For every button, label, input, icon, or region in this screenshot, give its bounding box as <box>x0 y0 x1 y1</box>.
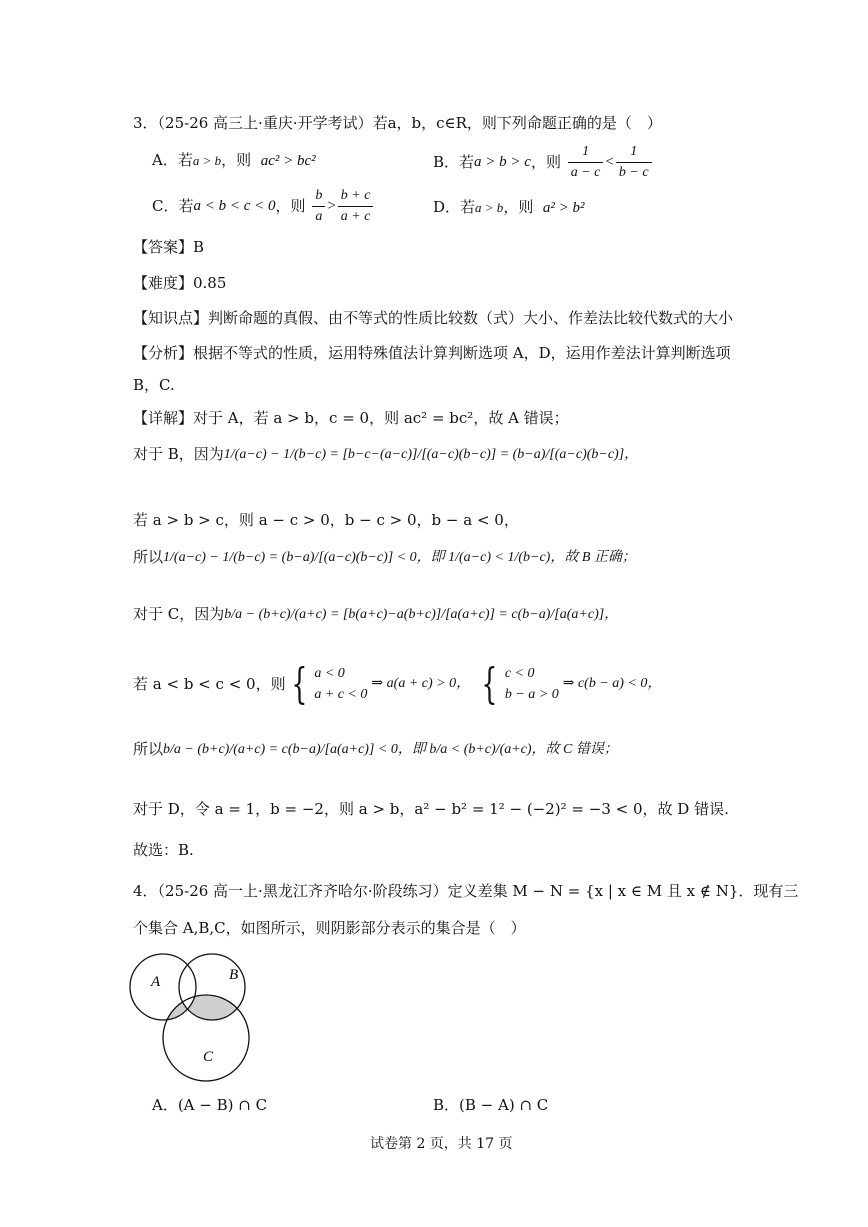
q3-knowledge: 【知识点】判断命题的真假、由不等式的性质比较数（式）大小、作差法比较代数式的大小 <box>133 309 734 327</box>
detail-b-conclusion-eq: 1/(a−c) − 1/(b−c) = (b−a)/[(a−c)(b−c)] < 0，即 1/(a−c) < 1/(b−c)，故 B 正确； <box>163 549 636 565</box>
q4-option-b: B．(B − A) ∩ C <box>433 1096 549 1114</box>
q3-option-d <box>433 200 585 216</box>
venn-label-a: A <box>151 974 161 990</box>
opt-c-mid: ，则 <box>275 197 306 216</box>
detail-c-if: 若 a < b < c < 0，则 <box>133 674 286 693</box>
detail-c-so: 所以 <box>133 740 164 758</box>
system-1: { a < 0 a + c < 0 <box>290 659 368 708</box>
opt-b-mid: ，则 <box>530 153 561 172</box>
detail-b-so: 所以 <box>133 548 164 566</box>
q3-analysis-line2: B，C. <box>133 376 175 394</box>
detail-b-prefix: 对于 B，因为 <box>133 445 224 463</box>
opt-d-result: a² > b² <box>542 200 585 216</box>
q3-detail-c-condition <box>133 659 662 708</box>
q3-option-b <box>433 144 654 181</box>
detail-c-prefix: 对于 C，因为 <box>133 605 225 623</box>
q3-choose: 故选：B. <box>133 841 194 859</box>
detail-b-equation: 1/(a−c) − 1/(b−c) = [b−c−(a−c)]/[(a−c)(b−c)] = (b−a)/[(a−c)(b−c)]， <box>223 446 639 462</box>
venn-diagram <box>126 946 266 1086</box>
q3-title: 3．（25-26 高三上·重庆·开学考试）若a，b，c∈R，则下列命题正确的是（ ） <box>133 114 662 132</box>
opt-c-cond: a < b < c < 0 <box>193 198 276 215</box>
circle-a <box>130 954 196 1020</box>
q3-detail-a: 【详解】对于 A，若 a > b，c = 0，则 ac² = bc²，故 A 错误； <box>133 409 569 427</box>
q3-detail-b-condition: 若 a > b > c，则 a − c > 0，b − c > 0，b − a < 0， <box>133 511 519 529</box>
system-1-result: ⇒ a(a + c) > 0， <box>371 676 471 691</box>
venn-label-b: B <box>229 967 239 983</box>
q4-title-line1: 4．（25-26 高一上·黑龙江齐齐哈尔·阶段练习）定义差集 M − N = {x | x ∈ M 且 x ∉ N}．现有三 <box>133 882 799 900</box>
q3-answer: 【答案】B <box>133 238 205 256</box>
opt-c-frac1: $\frac{b}{a}$ <box>312 188 325 225</box>
opt-c-rel: > <box>327 198 336 215</box>
q4-option-a: A．(A − B) ∩ C <box>152 1096 268 1114</box>
q3-detail-b-conclusion <box>133 550 636 565</box>
q3-option-a <box>152 153 316 169</box>
system-2: { c < 0 b − a > 0 <box>481 659 559 708</box>
opt-b-label: B．若 <box>433 153 475 172</box>
q3-analysis-line1: 【分析】根据不等式的性质，运用特殊值法计算判断选项 A，D，运用作差法计算判断选项 <box>133 344 731 362</box>
detail-c-conclusion-eq: b/a − (b+c)/(a+c) = c(b−a)/[a(a+c)] < 0，即 b/a < (b+c)/(a+c)，故 C 错误； <box>163 741 618 757</box>
opt-a-mid: ，则 <box>221 151 252 169</box>
opt-b-cond: a > b > c <box>474 154 531 171</box>
page-footer: 试卷第 2 页，共 17 页 <box>370 1136 513 1152</box>
q3-detail-b <box>133 447 638 462</box>
opt-a-result: ac² > bc² <box>260 153 316 169</box>
system-2-result: ⇒ c(b − a) < 0， <box>562 676 662 691</box>
opt-b-frac1: $\frac{1}{a - c}$ <box>568 144 604 181</box>
venn-label-c: C <box>203 1049 214 1065</box>
opt-c-frac2: $\frac{b + c}{a + c}$ <box>338 188 374 225</box>
opt-c-label: C．若 <box>152 197 194 216</box>
opt-d-cond: a > b <box>475 200 504 215</box>
q3-detail-c <box>133 607 618 622</box>
q3-detail-c-conclusion <box>133 742 618 757</box>
q3-detail-d: 对于 D，令 a = 1，b = −2，则 a > b，a² − b² = 1² − (−2)² = −3 < 0，故 D 错误. <box>133 800 729 818</box>
q3-option-c <box>152 188 375 225</box>
opt-b-rel: < <box>605 154 614 171</box>
opt-a-label: A．若 <box>152 151 193 169</box>
opt-b-frac2: $\frac{1}{b - c}$ <box>616 144 652 181</box>
detail-c-equation: b/a − (b+c)/(a+c) = [b(a+c)−a(b+c)]/[a(a+c)] = c(b−a)/[a(a+c)]， <box>224 606 619 622</box>
opt-d-label: D．若 <box>433 198 476 216</box>
opt-d-mid: ，则 <box>503 198 534 216</box>
q3-difficulty: 【难度】0.85 <box>133 274 227 292</box>
opt-a-cond: a > b <box>192 153 222 168</box>
q4-title-line2: 个集合 A,B,C，如图所示，则阴影部分表示的集合是（ ） <box>133 919 526 937</box>
